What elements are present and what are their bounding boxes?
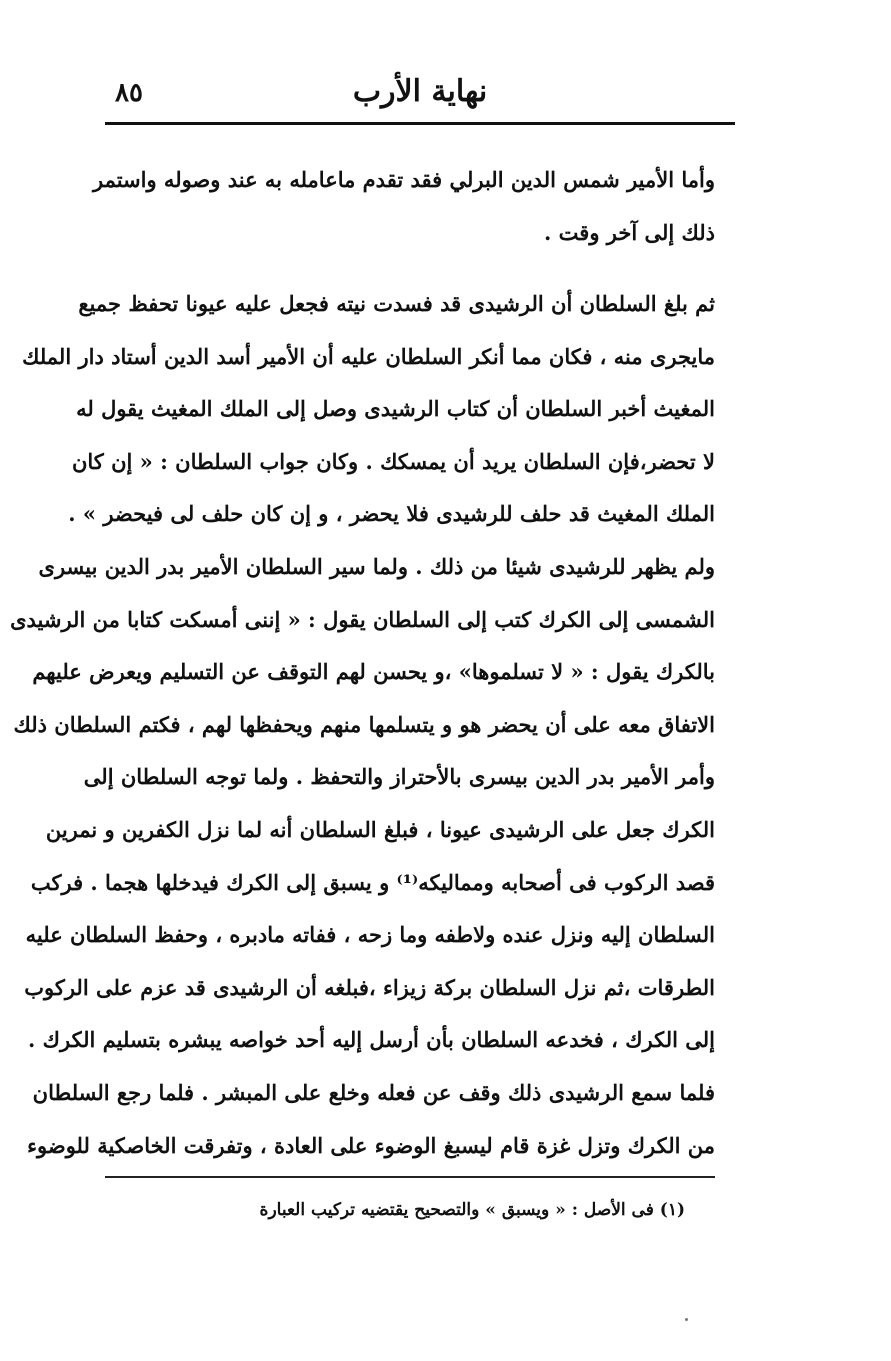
text-line: الطرقات ،ثم نزل السلطان بركة زيزاء ،فبلغه أن الرشيدى قد عزم على الركوب: [24, 974, 715, 1000]
text-line: الاتفاق معه على أن يحضر هو و يتسلمها منهم ويحفظها لهم ، فكتم السلطان ذلك: [13, 711, 715, 737]
text-line: إلى الكرك ، فخدعه السلطان بأن أرسل إليه أحد خواصه يبشره بتسليم الكرك .: [28, 1027, 715, 1053]
text-line: الكرك جعل على الرشيدى عيونا ، فبلغ السلطان أنه لما نزل الكفرين و نمرين: [45, 816, 715, 842]
page-header: [105, 72, 735, 118]
page-number: ٨٥: [115, 78, 143, 108]
print-speck: [685, 1318, 688, 1321]
text-line: قصد الركوب فى أصحابه ومماليكه⁽¹⁾ و يسبق إلى الكرك فيدخلها هجما . فركب: [30, 869, 715, 895]
text-line: وأما الأمير شمس الدين البرلي فقد تقدم ماعامله به عند وصوله واستمر: [92, 167, 715, 192]
text-line: فلما سمع الرشيدى ذلك وقف عن فعله وخلع على المبشر . فلما رجع السلطان: [32, 1079, 715, 1105]
text-line: ذلك إلى آخر وقت .: [544, 219, 715, 245]
running-title: نهاية الأرب: [352, 74, 488, 109]
text-line: المغيث أخبر السلطان أن كتاب الرشيدى وصل إلى الملك المغيث يقول له: [76, 396, 715, 422]
text-line: لا تحضر،فإن السلطان يريد أن يمسكك . وكان جواب السلطان : « إن كان: [71, 448, 715, 474]
footnote: (١) فى الأصل : « ويسبق » والتصحيح يقتضيه تركيب العبارة: [259, 1200, 685, 1220]
text-line: وأمر الأمير بدر الدين بيسرى بالأحتراز والتحفظ . ولما توجه السلطان إلى: [83, 764, 715, 790]
footnote-rule: [105, 1176, 715, 1178]
text-line: مايجرى منه ، فكان مما أنكر السلطان عليه أن الأمير أسد الدين أستاد دار الملك: [22, 343, 715, 369]
text-line: بالكرك يقول : « لا تسلموها» ،و يحسن لهم التوقف عن التسليم ويعرض عليهم: [32, 659, 715, 685]
text-line: الشمسى إلى الكرك كتب إلى السلطان يقول : « إننى أمسكت كتابا من الرشيدى: [10, 606, 715, 632]
text-line: من الكرك وتزل غزة قام ليسبغ الوضوء على العادة ، وتفرقت الخاصكية للوضوء: [27, 1132, 715, 1158]
text-line: الملك المغيث قد حلف للرشيدى فلا يحضر ، و إن كان حلف لى فيحضر » .: [68, 501, 715, 527]
text-line: السلطان إليه ونزل عنده ولاطفه وما زحه ، ففاته مادبره ، وحفظ السلطان عليه: [25, 922, 715, 948]
header-rule: [105, 122, 735, 125]
paragraph-2: [10, 278, 715, 1172]
paragraph-1: [92, 154, 715, 259]
text-line: ثم بلغ السلطان أن الرشيدى قد فسدت نيته فجعل عليه عيونا تحفظ جميع: [78, 291, 715, 316]
text-line: ولم يظهر للرشيدى شيئا من ذلك . ولما سير السلطان الأمير بدر الدين بيسرى: [38, 553, 715, 579]
